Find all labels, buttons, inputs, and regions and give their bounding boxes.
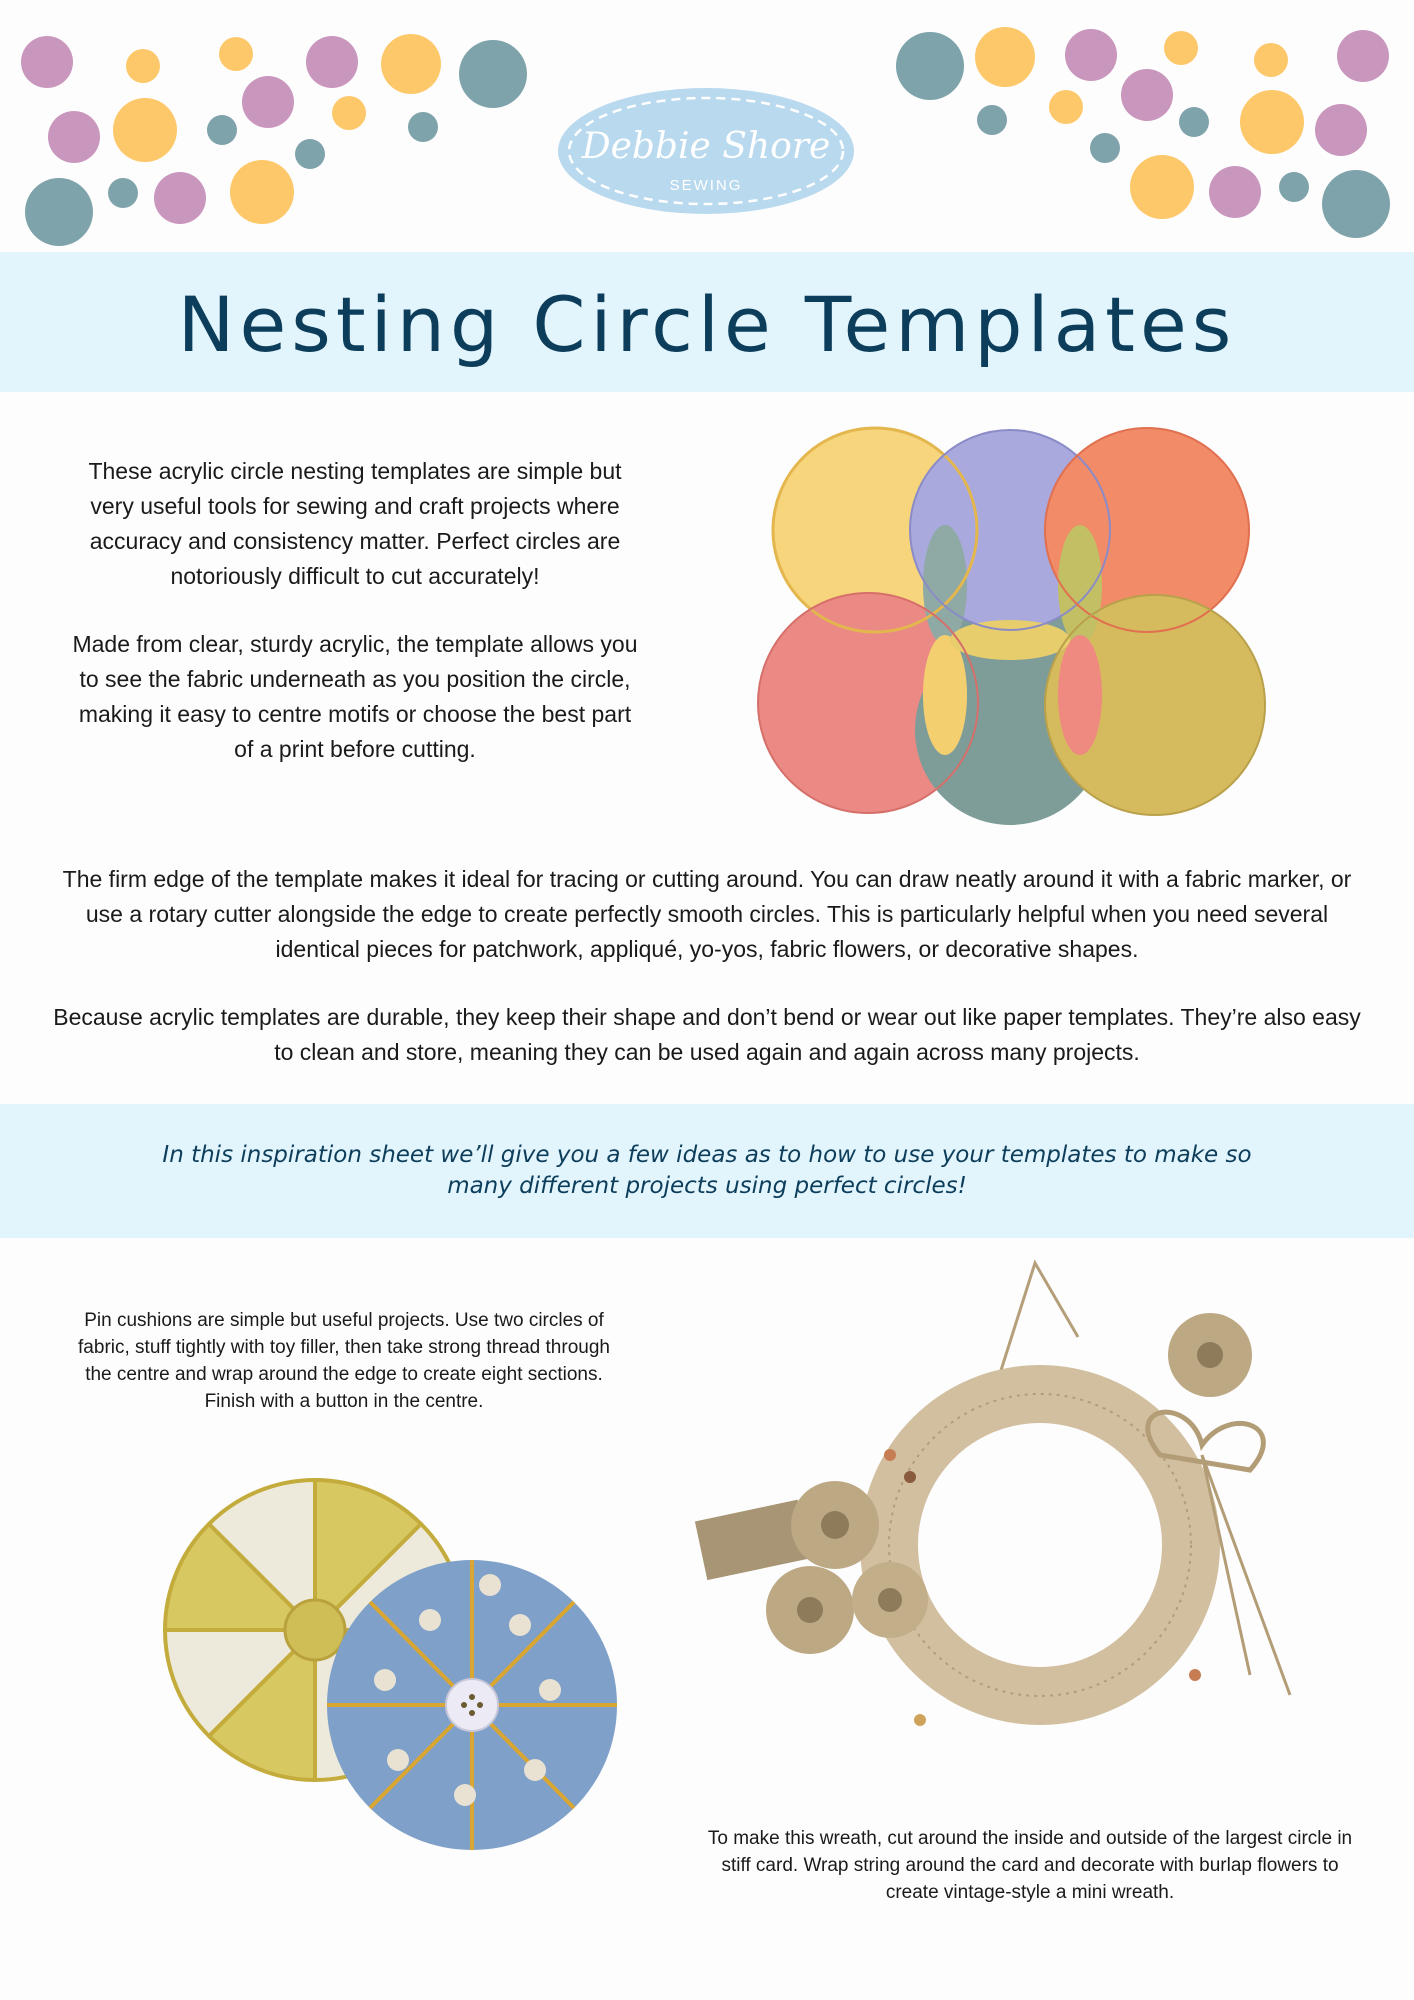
brand-subtitle: SEWING [669,177,743,194]
highlight-text: In this inspiration sheet we’ll give you a few ideas as to how to use your templates to make so many different projects using perfect circles! [162,1142,1252,1199]
intro-paragraph-2: Made from clear, sturdy acrylic, the template allows you to see the fabric underneath as you position the circle, making it easy to centre motifs or choose the best part of a print before cutting. [72,631,638,762]
decorative-dots-right [854,0,1414,250]
pincushion-caption: Pin cushions are simple but useful projects. Use two circles of fabric, stuff tightly with toy filler, then take strong thread through the centre and wrap around the edge to create eight sections. Finish with a button in the centre. [78,1310,610,1412]
pincushion-image [80,1450,640,1850]
fabric-circles-image [715,425,1305,825]
brand-name: Debbie Shore [581,126,831,167]
wreath-image [690,1255,1350,1815]
page-title: Nesting Circle Templates [177,280,1237,369]
decorative-dots-left [0,0,560,250]
wreath-caption: To make this wreath, cut around the inside and outside of the largest circle in stiff card. Wrap string around the card and decorate with burlap flowers to create vintage-style a mini wreath. [707,1828,1353,1903]
body-paragraph-1: The firm edge of the template makes it ideal for tracing or cutting around. You can draw neatly around it with a fabric marker, or use a rotary cutter alongside the edge to create perfectly smooth circles. This is particularly helpful when you need several identical pieces for patchwork, appliqué, yo-yos, fabric flowers, or decorative shapes. [62,866,1352,962]
intro-paragraph-1: These acrylic circle nesting templates are simple but very useful tools for sewing and craft projects where accuracy and consistency matter. Perfect circles are notoriously difficult to cut accurately! [88,458,622,589]
body-paragraph-2: Because acrylic templates are durable, they keep their shape and don’t bend or wear out like paper templates. They’re also easy to clean and store, meaning they can be used again and again across many projects. [53,1004,1361,1065]
brand-logo [556,86,856,216]
